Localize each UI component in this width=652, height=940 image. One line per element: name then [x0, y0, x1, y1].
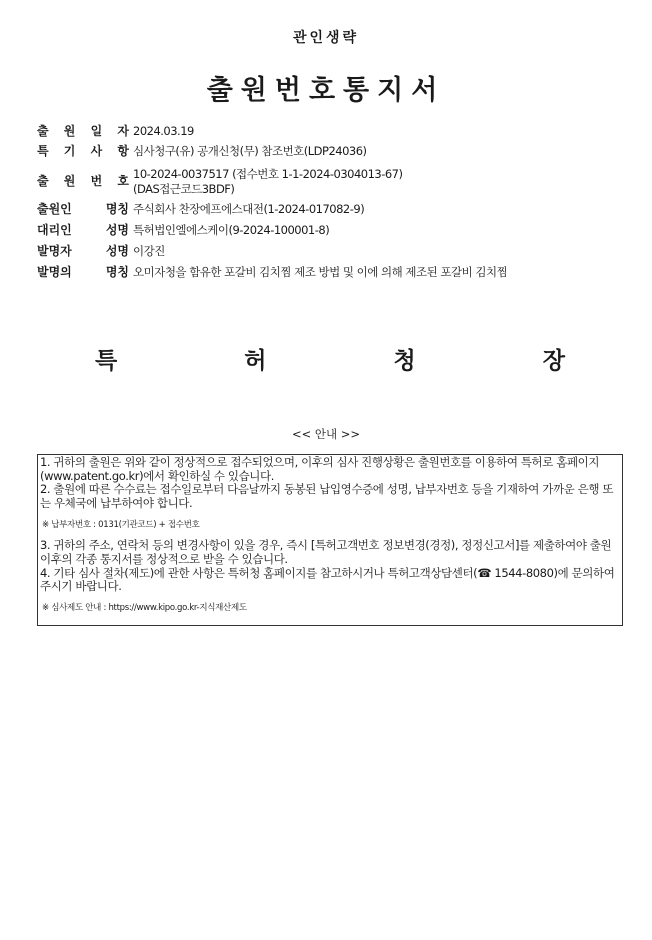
agent-name: 특허법인엘에스케이(9-2024-100001-8) [133, 223, 330, 237]
payer-number-note: ※ 납부자번호 : 0131(기관코드) + 접수번호 [42, 519, 200, 530]
applicant-name: 주식회사 찬장에프에스대전(1-2024-017082-9) [133, 202, 365, 216]
info-label: 출원인 명칭 [37, 202, 129, 216]
exam-system-link-note: ※ 심사제도 안내 : https://www.kipo.go.kr-지식재산제도 [42, 603, 247, 614]
issuer-char: 허 [244, 348, 267, 374]
application-info [37, 124, 627, 280]
info-label: 출 원 번 호 [37, 174, 129, 188]
info-row-special-notes [37, 144, 627, 159]
info-value [133, 265, 507, 280]
info-row-agent [37, 223, 627, 238]
info-value [133, 144, 367, 159]
guide-item-1: 1. 귀하의 출원은 위와 같이 정상적으로 접수되었으며, 이후의 심사 진행상황은 출원번호를 이용하여 특허로 홈페이지(www.patent.go.kr)에서 확인하실 수 있습니다. [40, 455, 600, 483]
info-label: 대리인 성명 [37, 223, 129, 237]
application-number: 10-2024-0037517 (접수번호 1-1-2024-0304013-67) [133, 167, 403, 181]
document-title: 출원번호통지서 [206, 75, 446, 106]
info-value [133, 244, 165, 259]
info-label: 발명자 성명 [37, 244, 129, 258]
info-row-invention-title [37, 265, 627, 280]
guide-item-4: 4. 기타 심사 절차(제도)에 관한 사항은 특허청 홈페이지를 참고하시거나 특허고객상담센터(☎ 1544-8080)에 문의하여 주시기 바랍니다. [40, 565, 615, 594]
info-label: 발명의 명칭 [37, 265, 129, 279]
guide-heading: << 안내 >> [291, 427, 361, 441]
info-value [133, 202, 364, 217]
guide-item-2: 2. 출원에 따른 수수료는 접수일로부터 다음날까지 동봉된 납입영수증에 성명, 납부자번호 등을 기재하여 가까운 은행 또는 우체국에 납부하여야 합니다. [40, 482, 614, 510]
filing-date: 2024.03.19 [133, 124, 194, 138]
info-row-applicant [37, 202, 627, 217]
special-notes: 심사청구(유) 공개신청(무) 참조번호(LDP24036) [133, 144, 367, 158]
inventor-name: 이강진 [133, 244, 165, 258]
info-label: 특 기 사 항 [37, 144, 129, 158]
info-value [133, 223, 329, 238]
info-label: 출 원 일 자 [37, 124, 129, 138]
info-value [133, 124, 194, 139]
info-row-application-number [37, 167, 627, 197]
issuer-char: 청 [393, 348, 416, 374]
info-row-inventor [37, 244, 627, 259]
issuer-commissioner [95, 342, 565, 375]
invention-title: 오미자청을 함유한 포갈비 김치찜 제조 방법 및 이에 의해 제조된 포갈비 김치찜 [133, 265, 508, 279]
guide-item-3: 3. 귀하의 주소, 연락처 등의 변경사항이 있을 경우, 즉시 [특허고객번호 정보변경(경정), 정정신고서]를 제출하여야 출원 이후의 각종 통지서를 정상적으로 받을 수 있습니다. [40, 538, 612, 566]
issuer-char: 특 [95, 348, 118, 374]
info-row-filing-date [37, 124, 627, 139]
guide-notice-box [37, 454, 623, 626]
das-access-code: (DAS접근코드3BDF) [133, 182, 235, 196]
info-value [133, 167, 402, 197]
issuer-char: 장 [542, 348, 565, 374]
seal-omitted-text: 관인생략 [292, 30, 360, 46]
